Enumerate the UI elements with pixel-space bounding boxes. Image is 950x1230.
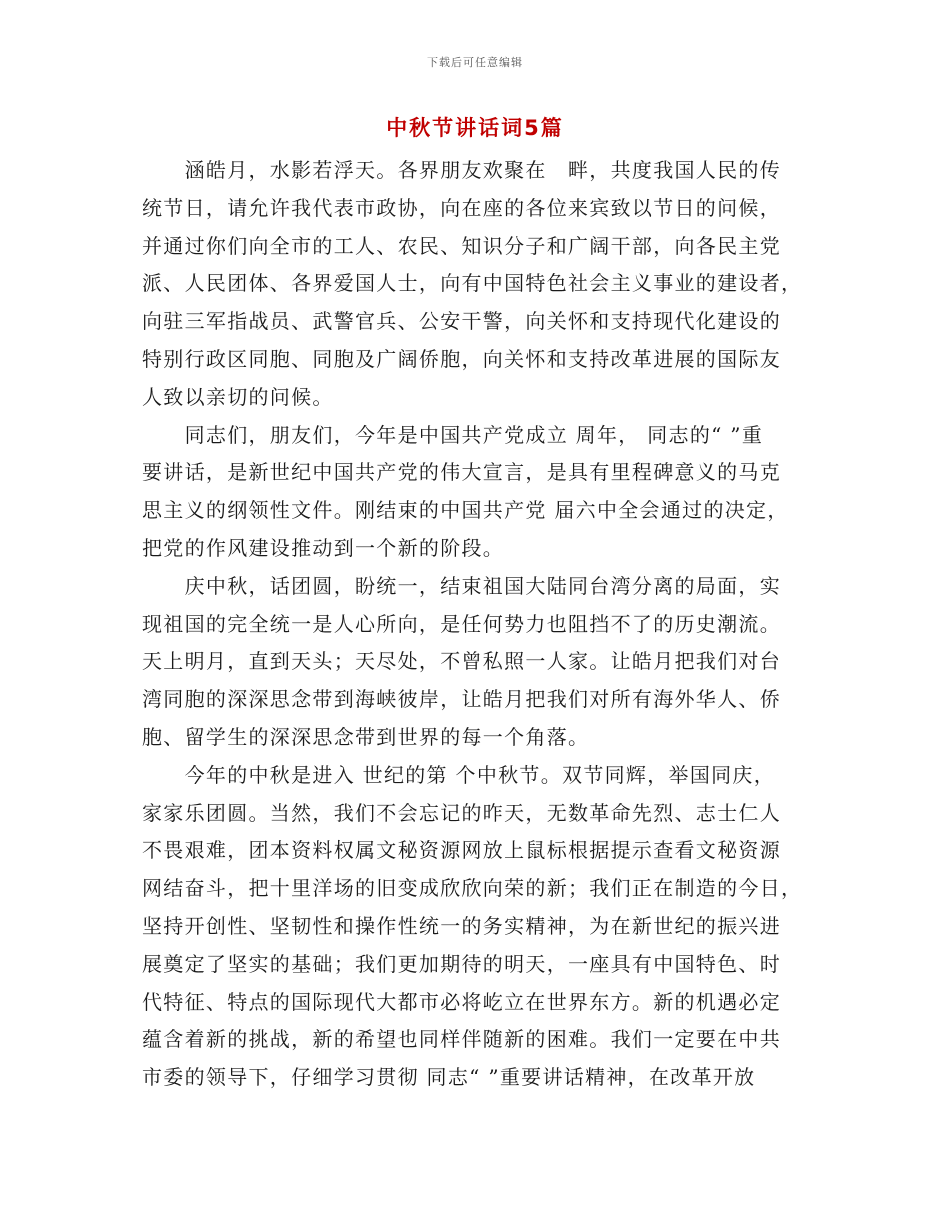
text-line: 同志们，朋友们，今年是中国共产党成立 周年， 同志的“ ”重 bbox=[142, 422, 764, 447]
text-line: 展奠定了坚实的基础；我们更加期待的明天，一座具有中国特色、时 bbox=[142, 951, 781, 976]
text-line: 要讲话，是新世纪中国共产党的伟大宣言，是具有里程碑意义的马克 bbox=[142, 460, 781, 485]
text-line: 家家乐团圆。当然，我们不会忘记的昨天，无数革命先烈、志士仁人 bbox=[142, 800, 781, 825]
document-title: 中秋节讲话词5篇 bbox=[386, 116, 564, 140]
text-line: 市委的领导下，仔细学习贯彻 同志“ ”重要讲话精神，在改革开放 bbox=[142, 1065, 756, 1090]
text-line: 庆中秋，话团圆，盼统一，结束祖国大陆同台湾分离的局面，实 bbox=[142, 573, 781, 598]
text-line: 坚持开创性、坚韧性和操作性统一的务实精神，为在新世纪的振兴进 bbox=[142, 913, 781, 938]
text-line: 现祖国的完全统一是人心所向，是任何势力也阻挡不了的历史潮流。 bbox=[142, 611, 781, 636]
paragraph-1 bbox=[142, 152, 812, 417]
text-line: 不畏艰难，团本资料权属文秘资源网放上鼠标根据提示查看文秘资源 bbox=[142, 838, 781, 863]
text-line: 湾同胞的深深思念带到海峡彼岸，让皓月把我们对所有海外华人、侨 bbox=[142, 687, 781, 712]
text-line: 涵皓月，水影若浮天。各界朋友欢聚在 畔，共度我国人民的传 bbox=[142, 158, 781, 182]
text-line: 并通过你们向全市的工人、农民、知识分子和广阔干部，向各民主党 bbox=[142, 233, 781, 258]
text-line: 今年的中秋是进入 世纪的第 个中秋节。双节同辉，举国同庆， bbox=[142, 762, 776, 787]
text-line: 把党的作风建设推动到一个新的阶段。 bbox=[142, 535, 505, 560]
text-line: 思主义的纲领性文件。刚结束的中国共产党 届六中全会通过的决定， bbox=[142, 498, 789, 523]
paragraph-4 bbox=[142, 757, 812, 1097]
text-line: 统节日，请允许我代表市政协，向在座的各位来宾致以节日的问候， bbox=[142, 195, 781, 220]
text-line: 人致以亲切的问候。 bbox=[142, 384, 334, 409]
text-line: 胞、留学生的深深思念带到世界的每一个角落。 bbox=[142, 724, 590, 749]
text-line: 派、人民团体、各界爱国人士，向有中国特色社会主义事业的建设者， bbox=[142, 271, 803, 296]
text-line: 特别行政区同胞、同胞及广阔侨胞，向关怀和支持改革进展的国际友 bbox=[142, 346, 781, 371]
text-line: 代特征、特点的国际现代大都市必将屹立在世界东方。新的机遇必定 bbox=[142, 989, 781, 1014]
paragraph-2 bbox=[142, 417, 812, 568]
paragraph-3 bbox=[142, 568, 812, 757]
text-line: 网结奋斗，把十里洋场的旧变成欣欣向荣的新；我们正在制造的今日， bbox=[142, 876, 803, 901]
header-note: 下载后可任意编辑 bbox=[427, 56, 523, 69]
text-line: 蕴含着新的挑战，新的希望也同样伴随新的困难。我们一定要在中共 bbox=[142, 1027, 781, 1052]
document-body bbox=[142, 152, 812, 1097]
text-line: 天上明月，直到天头；天尽处，不曾私照一人家。让皓月把我们对台 bbox=[142, 649, 781, 674]
text-line: 向驻三军指战员、武警官兵、公安干警，向关怀和支持现代化建设的 bbox=[142, 309, 781, 334]
